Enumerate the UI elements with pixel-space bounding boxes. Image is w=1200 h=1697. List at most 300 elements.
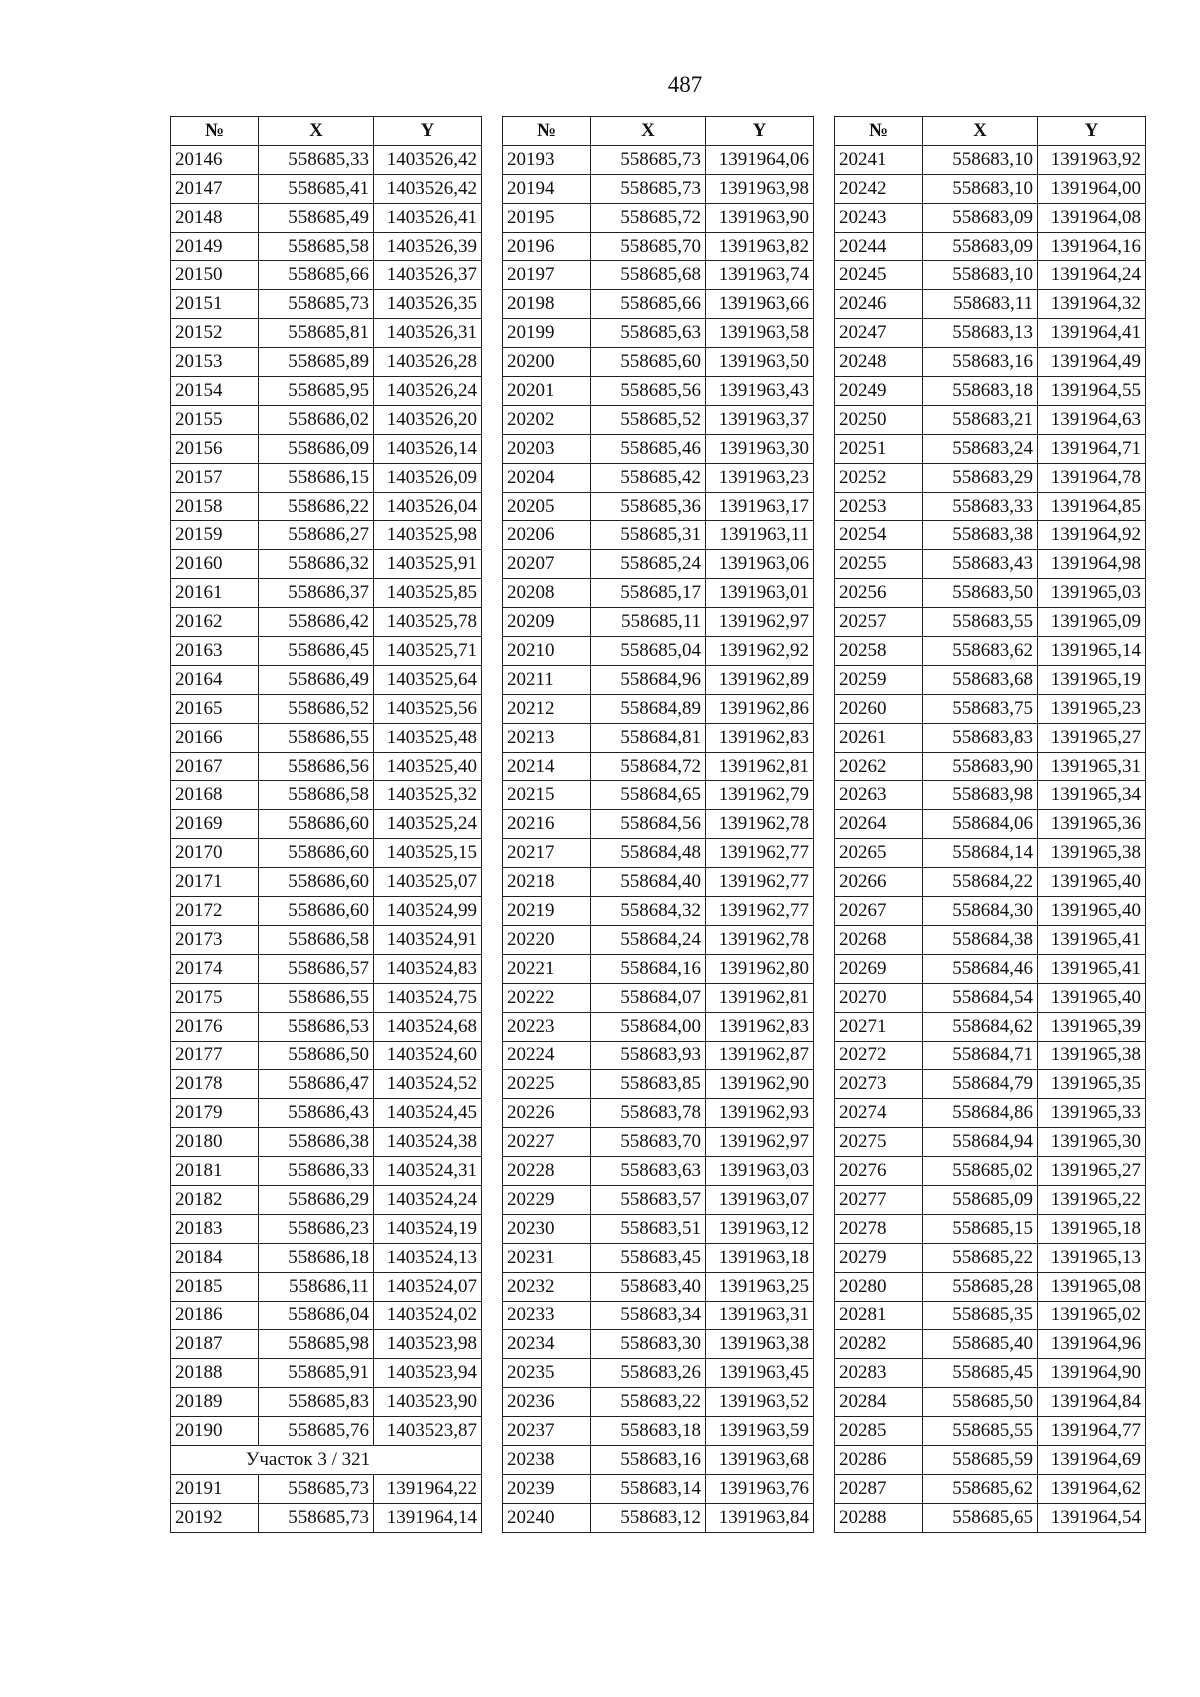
point-number-cell: 20225 <box>503 1070 591 1099</box>
y-coordinate-cell: 1403526,04 <box>374 492 482 521</box>
y-coordinate-cell: 1403524,52 <box>374 1070 482 1099</box>
y-coordinate-cell: 1391965,30 <box>1038 1128 1146 1157</box>
x-coordinate-cell: 558685,73 <box>259 1474 374 1503</box>
point-number-cell: 20205 <box>503 492 591 521</box>
x-coordinate-cell: 558683,11 <box>923 290 1038 319</box>
table-header-row <box>503 117 814 146</box>
x-coordinate-cell: 558684,06 <box>923 810 1038 839</box>
point-number-cell: 20245 <box>835 261 923 290</box>
x-coordinate-cell: 558685,59 <box>923 1445 1038 1474</box>
x-coordinate-cell: 558685,28 <box>923 1272 1038 1301</box>
point-number-cell: 20254 <box>835 521 923 550</box>
table-row <box>835 203 1146 232</box>
point-number-cell: 20151 <box>171 290 259 319</box>
table-row <box>171 1359 482 1388</box>
table-row <box>503 1185 814 1214</box>
y-coordinate-cell: 1391964,22 <box>374 1474 482 1503</box>
x-coordinate-cell: 558686,47 <box>259 1070 374 1099</box>
y-coordinate-cell: 1391963,66 <box>706 290 814 319</box>
table-row <box>503 1330 814 1359</box>
y-coordinate-cell: 1391963,90 <box>706 203 814 232</box>
coordinates-table-3 <box>834 116 1146 1533</box>
y-coordinate-cell: 1391965,27 <box>1038 1157 1146 1186</box>
table-row <box>171 1503 482 1532</box>
header-number: № <box>835 117 923 146</box>
table-row <box>835 1503 1146 1532</box>
y-coordinate-cell: 1403526,42 <box>374 145 482 174</box>
x-coordinate-cell: 558684,79 <box>923 1070 1038 1099</box>
x-coordinate-cell: 558685,04 <box>591 637 706 666</box>
y-coordinate-cell: 1391962,97 <box>706 608 814 637</box>
table-row <box>503 290 814 319</box>
point-number-cell: 20243 <box>835 203 923 232</box>
table-row <box>171 983 482 1012</box>
point-number-cell: 20193 <box>503 145 591 174</box>
x-coordinate-cell: 558685,15 <box>923 1214 1038 1243</box>
x-coordinate-cell: 558685,24 <box>591 550 706 579</box>
point-number-cell: 20276 <box>835 1157 923 1186</box>
x-coordinate-cell: 558685,81 <box>259 319 374 348</box>
y-coordinate-cell: 1391965,08 <box>1038 1272 1146 1301</box>
table-row <box>835 1157 1146 1186</box>
x-coordinate-cell: 558685,49 <box>259 203 374 232</box>
table-row <box>171 434 482 463</box>
x-coordinate-cell: 558683,83 <box>923 723 1038 752</box>
point-number-cell: 20191 <box>171 1474 259 1503</box>
point-number-cell: 20258 <box>835 637 923 666</box>
x-coordinate-cell: 558683,55 <box>923 608 1038 637</box>
table-row <box>171 290 482 319</box>
y-coordinate-cell: 1403525,24 <box>374 810 482 839</box>
point-number-cell: 20279 <box>835 1243 923 1272</box>
y-coordinate-cell: 1391962,92 <box>706 637 814 666</box>
table-row <box>171 839 482 868</box>
point-number-cell: 20184 <box>171 1243 259 1272</box>
x-coordinate-cell: 558684,94 <box>923 1128 1038 1157</box>
point-number-cell: 20224 <box>503 1041 591 1070</box>
y-coordinate-cell: 1403525,98 <box>374 521 482 550</box>
x-coordinate-cell: 558683,78 <box>591 1099 706 1128</box>
x-coordinate-cell: 558686,60 <box>259 810 374 839</box>
table-row <box>171 579 482 608</box>
table-row <box>503 1157 814 1186</box>
y-coordinate-cell: 1391963,06 <box>706 550 814 579</box>
point-number-cell: 20223 <box>503 1012 591 1041</box>
y-coordinate-cell: 1391965,23 <box>1038 694 1146 723</box>
y-coordinate-cell: 1391964,54 <box>1038 1503 1146 1532</box>
table-row <box>835 434 1146 463</box>
x-coordinate-cell: 558686,22 <box>259 492 374 521</box>
y-coordinate-cell: 1403524,68 <box>374 1012 482 1041</box>
x-coordinate-cell: 558685,70 <box>591 232 706 261</box>
y-coordinate-cell: 1391965,18 <box>1038 1214 1146 1243</box>
y-coordinate-cell: 1391964,14 <box>374 1503 482 1532</box>
point-number-cell: 20265 <box>835 839 923 868</box>
table-row <box>835 1474 1146 1503</box>
y-coordinate-cell: 1403523,90 <box>374 1388 482 1417</box>
point-number-cell: 20278 <box>835 1214 923 1243</box>
y-coordinate-cell: 1391964,98 <box>1038 550 1146 579</box>
x-coordinate-cell: 558686,58 <box>259 781 374 810</box>
y-coordinate-cell: 1403526,28 <box>374 348 482 377</box>
table-row <box>503 665 814 694</box>
table-row <box>503 377 814 406</box>
y-coordinate-cell: 1403525,71 <box>374 637 482 666</box>
y-coordinate-cell: 1391963,38 <box>706 1330 814 1359</box>
y-coordinate-cell: 1403524,60 <box>374 1041 482 1070</box>
table-row <box>835 1330 1146 1359</box>
table-row <box>503 608 814 637</box>
table-row <box>171 1041 482 1070</box>
x-coordinate-cell: 558683,93 <box>591 1041 706 1070</box>
point-number-cell: 20282 <box>835 1330 923 1359</box>
y-coordinate-cell: 1391963,17 <box>706 492 814 521</box>
y-coordinate-cell: 1391962,87 <box>706 1041 814 1070</box>
point-number-cell: 20169 <box>171 810 259 839</box>
table-row <box>503 723 814 752</box>
x-coordinate-cell: 558683,16 <box>591 1445 706 1474</box>
point-number-cell: 20211 <box>503 665 591 694</box>
table-row <box>503 983 814 1012</box>
y-coordinate-cell: 1403524,31 <box>374 1157 482 1186</box>
table-row <box>835 694 1146 723</box>
x-coordinate-cell: 558685,83 <box>259 1388 374 1417</box>
y-coordinate-cell: 1391965,41 <box>1038 954 1146 983</box>
point-number-cell: 20157 <box>171 463 259 492</box>
x-coordinate-cell: 558685,62 <box>923 1474 1038 1503</box>
table-header-row <box>835 117 1146 146</box>
table-row <box>835 261 1146 290</box>
y-coordinate-cell: 1403526,09 <box>374 463 482 492</box>
y-coordinate-cell: 1403525,78 <box>374 608 482 637</box>
y-coordinate-cell: 1391965,38 <box>1038 839 1146 868</box>
y-coordinate-cell: 1391963,11 <box>706 521 814 550</box>
point-number-cell: 20220 <box>503 925 591 954</box>
x-coordinate-cell: 558684,56 <box>591 810 706 839</box>
y-coordinate-cell: 1391962,81 <box>706 983 814 1012</box>
x-coordinate-cell: 558685,65 <box>923 1503 1038 1532</box>
table-row <box>171 492 482 521</box>
point-number-cell: 20197 <box>503 261 591 290</box>
point-number-cell: 20154 <box>171 377 259 406</box>
x-coordinate-cell: 558683,18 <box>591 1417 706 1446</box>
y-coordinate-cell: 1391965,40 <box>1038 983 1146 1012</box>
point-number-cell: 20190 <box>171 1417 259 1446</box>
point-number-cell: 20235 <box>503 1359 591 1388</box>
table-row <box>171 781 482 810</box>
x-coordinate-cell: 558686,38 <box>259 1128 374 1157</box>
point-number-cell: 20286 <box>835 1445 923 1474</box>
table-row <box>171 1070 482 1099</box>
table-row <box>171 1330 482 1359</box>
x-coordinate-cell: 558685,73 <box>591 174 706 203</box>
table-row <box>171 1128 482 1157</box>
point-number-cell: 20180 <box>171 1128 259 1157</box>
y-coordinate-cell: 1391963,03 <box>706 1157 814 1186</box>
point-number-cell: 20214 <box>503 752 591 781</box>
table-row <box>503 925 814 954</box>
point-number-cell: 20274 <box>835 1099 923 1128</box>
header-number: № <box>503 117 591 146</box>
y-coordinate-cell: 1391963,84 <box>706 1503 814 1532</box>
point-number-cell: 20246 <box>835 290 923 319</box>
point-number-cell: 20236 <box>503 1388 591 1417</box>
table-row <box>835 1099 1146 1128</box>
point-number-cell: 20251 <box>835 434 923 463</box>
x-coordinate-cell: 558684,38 <box>923 925 1038 954</box>
x-coordinate-cell: 558686,50 <box>259 1041 374 1070</box>
table-row <box>503 1243 814 1272</box>
point-number-cell: 20153 <box>171 348 259 377</box>
x-coordinate-cell: 558685,72 <box>591 203 706 232</box>
x-coordinate-cell: 558686,15 <box>259 463 374 492</box>
point-number-cell: 20256 <box>835 579 923 608</box>
x-coordinate-cell: 558684,30 <box>923 897 1038 926</box>
y-coordinate-cell: 1403524,07 <box>374 1272 482 1301</box>
table-row <box>503 348 814 377</box>
table-row <box>171 608 482 637</box>
table-row <box>171 1301 482 1330</box>
y-coordinate-cell: 1391964,71 <box>1038 434 1146 463</box>
table-row <box>171 752 482 781</box>
point-number-cell: 20208 <box>503 579 591 608</box>
point-number-cell: 20257 <box>835 608 923 637</box>
y-coordinate-cell: 1391965,19 <box>1038 665 1146 694</box>
point-number-cell: 20158 <box>171 492 259 521</box>
y-coordinate-cell: 1403524,75 <box>374 983 482 1012</box>
point-number-cell: 20262 <box>835 752 923 781</box>
point-number-cell: 20196 <box>503 232 591 261</box>
table-row <box>835 637 1146 666</box>
point-number-cell: 20202 <box>503 405 591 434</box>
x-coordinate-cell: 558683,10 <box>923 261 1038 290</box>
header-number: № <box>171 117 259 146</box>
x-coordinate-cell: 558686,45 <box>259 637 374 666</box>
header-y: Y <box>1038 117 1146 146</box>
x-coordinate-cell: 558686,60 <box>259 839 374 868</box>
point-number-cell: 20206 <box>503 521 591 550</box>
y-coordinate-cell: 1391965,09 <box>1038 608 1146 637</box>
x-coordinate-cell: 558685,42 <box>591 463 706 492</box>
x-coordinate-cell: 558684,62 <box>923 1012 1038 1041</box>
table-row <box>171 1417 482 1446</box>
table-row <box>171 405 482 434</box>
section-label: Участок 3 / 321 <box>171 1445 482 1474</box>
y-coordinate-cell: 1403525,91 <box>374 550 482 579</box>
point-number-cell: 20283 <box>835 1359 923 1388</box>
point-number-cell: 20263 <box>835 781 923 810</box>
table-row <box>503 463 814 492</box>
y-coordinate-cell: 1391963,58 <box>706 319 814 348</box>
table-row <box>503 781 814 810</box>
x-coordinate-cell: 558684,24 <box>591 925 706 954</box>
x-coordinate-cell: 558685,60 <box>591 348 706 377</box>
y-coordinate-cell: 1403524,13 <box>374 1243 482 1272</box>
point-number-cell: 20266 <box>835 868 923 897</box>
x-coordinate-cell: 558683,13 <box>923 319 1038 348</box>
coordinates-table-2 <box>502 116 814 1533</box>
point-number-cell: 20252 <box>835 463 923 492</box>
table-row <box>835 810 1146 839</box>
table-row <box>171 174 482 203</box>
table-row <box>835 550 1146 579</box>
table-row <box>835 405 1146 434</box>
y-coordinate-cell: 1391963,52 <box>706 1388 814 1417</box>
point-number-cell: 20240 <box>503 1503 591 1532</box>
header-y: Y <box>374 117 482 146</box>
y-coordinate-cell: 1391963,74 <box>706 261 814 290</box>
point-number-cell: 20210 <box>503 637 591 666</box>
table-row <box>503 1417 814 1446</box>
table-row <box>503 694 814 723</box>
table-row <box>171 521 482 550</box>
table-row <box>171 1243 482 1272</box>
table-row <box>503 521 814 550</box>
point-number-cell: 20213 <box>503 723 591 752</box>
table-row <box>171 1012 482 1041</box>
point-number-cell: 20281 <box>835 1301 923 1330</box>
x-coordinate-cell: 558685,22 <box>923 1243 1038 1272</box>
table-row <box>835 1445 1146 1474</box>
table-row <box>835 1041 1146 1070</box>
y-coordinate-cell: 1391963,23 <box>706 463 814 492</box>
x-coordinate-cell: 558686,11 <box>259 1272 374 1301</box>
y-coordinate-cell: 1391964,84 <box>1038 1388 1146 1417</box>
y-coordinate-cell: 1391964,41 <box>1038 319 1146 348</box>
point-number-cell: 20164 <box>171 665 259 694</box>
point-number-cell: 20216 <box>503 810 591 839</box>
y-coordinate-cell: 1391964,92 <box>1038 521 1146 550</box>
x-coordinate-cell: 558685,33 <box>259 145 374 174</box>
x-coordinate-cell: 558684,16 <box>591 954 706 983</box>
point-number-cell: 20201 <box>503 377 591 406</box>
x-coordinate-cell: 558686,49 <box>259 665 374 694</box>
y-coordinate-cell: 1391963,59 <box>706 1417 814 1446</box>
point-number-cell: 20255 <box>835 550 923 579</box>
table-row <box>171 925 482 954</box>
x-coordinate-cell: 558683,40 <box>591 1272 706 1301</box>
y-coordinate-cell: 1391964,69 <box>1038 1445 1146 1474</box>
point-number-cell: 20200 <box>503 348 591 377</box>
x-coordinate-cell: 558686,23 <box>259 1214 374 1243</box>
x-coordinate-cell: 558686,43 <box>259 1099 374 1128</box>
y-coordinate-cell: 1391962,77 <box>706 839 814 868</box>
y-coordinate-cell: 1403524,45 <box>374 1099 482 1128</box>
y-coordinate-cell: 1403525,07 <box>374 868 482 897</box>
x-coordinate-cell: 558683,26 <box>591 1359 706 1388</box>
x-coordinate-cell: 558683,09 <box>923 203 1038 232</box>
table-row <box>503 145 814 174</box>
x-coordinate-cell: 558686,04 <box>259 1301 374 1330</box>
point-number-cell: 20277 <box>835 1185 923 1214</box>
y-coordinate-cell: 1391965,14 <box>1038 637 1146 666</box>
y-coordinate-cell: 1391965,39 <box>1038 1012 1146 1041</box>
y-coordinate-cell: 1403525,15 <box>374 839 482 868</box>
y-coordinate-cell: 1403525,40 <box>374 752 482 781</box>
y-coordinate-cell: 1391962,77 <box>706 897 814 926</box>
table-row <box>835 723 1146 752</box>
point-number-cell: 20249 <box>835 377 923 406</box>
x-coordinate-cell: 558686,37 <box>259 579 374 608</box>
x-coordinate-cell: 558683,63 <box>591 1157 706 1186</box>
point-number-cell: 20285 <box>835 1417 923 1446</box>
table-row <box>503 174 814 203</box>
coordinates-table-1 <box>170 116 482 1533</box>
y-coordinate-cell: 1403526,14 <box>374 434 482 463</box>
x-coordinate-cell: 558683,34 <box>591 1301 706 1330</box>
x-coordinate-cell: 558685,52 <box>591 405 706 434</box>
y-coordinate-cell: 1403525,64 <box>374 665 482 694</box>
table-row <box>503 1503 814 1532</box>
x-coordinate-cell: 558684,40 <box>591 868 706 897</box>
point-number-cell: 20162 <box>171 608 259 637</box>
header-x: X <box>259 117 374 146</box>
y-coordinate-cell: 1391964,90 <box>1038 1359 1146 1388</box>
point-number-cell: 20287 <box>835 1474 923 1503</box>
table-row <box>835 348 1146 377</box>
header-x: X <box>923 117 1038 146</box>
x-coordinate-cell: 558685,50 <box>923 1388 1038 1417</box>
point-number-cell: 20160 <box>171 550 259 579</box>
x-coordinate-cell: 558683,21 <box>923 405 1038 434</box>
header-y: Y <box>706 117 814 146</box>
x-coordinate-cell: 558685,46 <box>591 434 706 463</box>
point-number-cell: 20273 <box>835 1070 923 1099</box>
table-row <box>171 203 482 232</box>
point-number-cell: 20178 <box>171 1070 259 1099</box>
y-coordinate-cell: 1391963,18 <box>706 1243 814 1272</box>
x-coordinate-cell: 558686,27 <box>259 521 374 550</box>
y-coordinate-cell: 1391963,37 <box>706 405 814 434</box>
table-row <box>835 1243 1146 1272</box>
y-coordinate-cell: 1391964,06 <box>706 145 814 174</box>
y-coordinate-cell: 1391962,83 <box>706 1012 814 1041</box>
table-row <box>171 463 482 492</box>
x-coordinate-cell: 558683,75 <box>923 694 1038 723</box>
point-number-cell: 20181 <box>171 1157 259 1186</box>
table-row <box>171 1099 482 1128</box>
x-coordinate-cell: 558684,32 <box>591 897 706 926</box>
table-row <box>503 434 814 463</box>
table-row <box>835 319 1146 348</box>
table-row <box>503 897 814 926</box>
point-number-cell: 20272 <box>835 1041 923 1070</box>
y-coordinate-cell: 1391962,86 <box>706 694 814 723</box>
table-row <box>835 579 1146 608</box>
x-coordinate-cell: 558685,58 <box>259 232 374 261</box>
y-coordinate-cell: 1403526,31 <box>374 319 482 348</box>
point-number-cell: 20146 <box>171 145 259 174</box>
y-coordinate-cell: 1391962,97 <box>706 1128 814 1157</box>
point-number-cell: 20186 <box>171 1301 259 1330</box>
y-coordinate-cell: 1391962,90 <box>706 1070 814 1099</box>
point-number-cell: 20288 <box>835 1503 923 1532</box>
point-number-cell: 20261 <box>835 723 923 752</box>
x-coordinate-cell: 558685,89 <box>259 348 374 377</box>
section-row <box>171 1445 482 1474</box>
table-row <box>171 232 482 261</box>
x-coordinate-cell: 558683,29 <box>923 463 1038 492</box>
y-coordinate-cell: 1391963,43 <box>706 377 814 406</box>
y-coordinate-cell: 1391965,36 <box>1038 810 1146 839</box>
x-coordinate-cell: 558684,48 <box>591 839 706 868</box>
x-coordinate-cell: 558685,73 <box>591 145 706 174</box>
point-number-cell: 20260 <box>835 694 923 723</box>
table-row <box>503 1099 814 1128</box>
y-coordinate-cell: 1403526,20 <box>374 405 482 434</box>
y-coordinate-cell: 1391964,49 <box>1038 348 1146 377</box>
point-number-cell: 20155 <box>171 405 259 434</box>
